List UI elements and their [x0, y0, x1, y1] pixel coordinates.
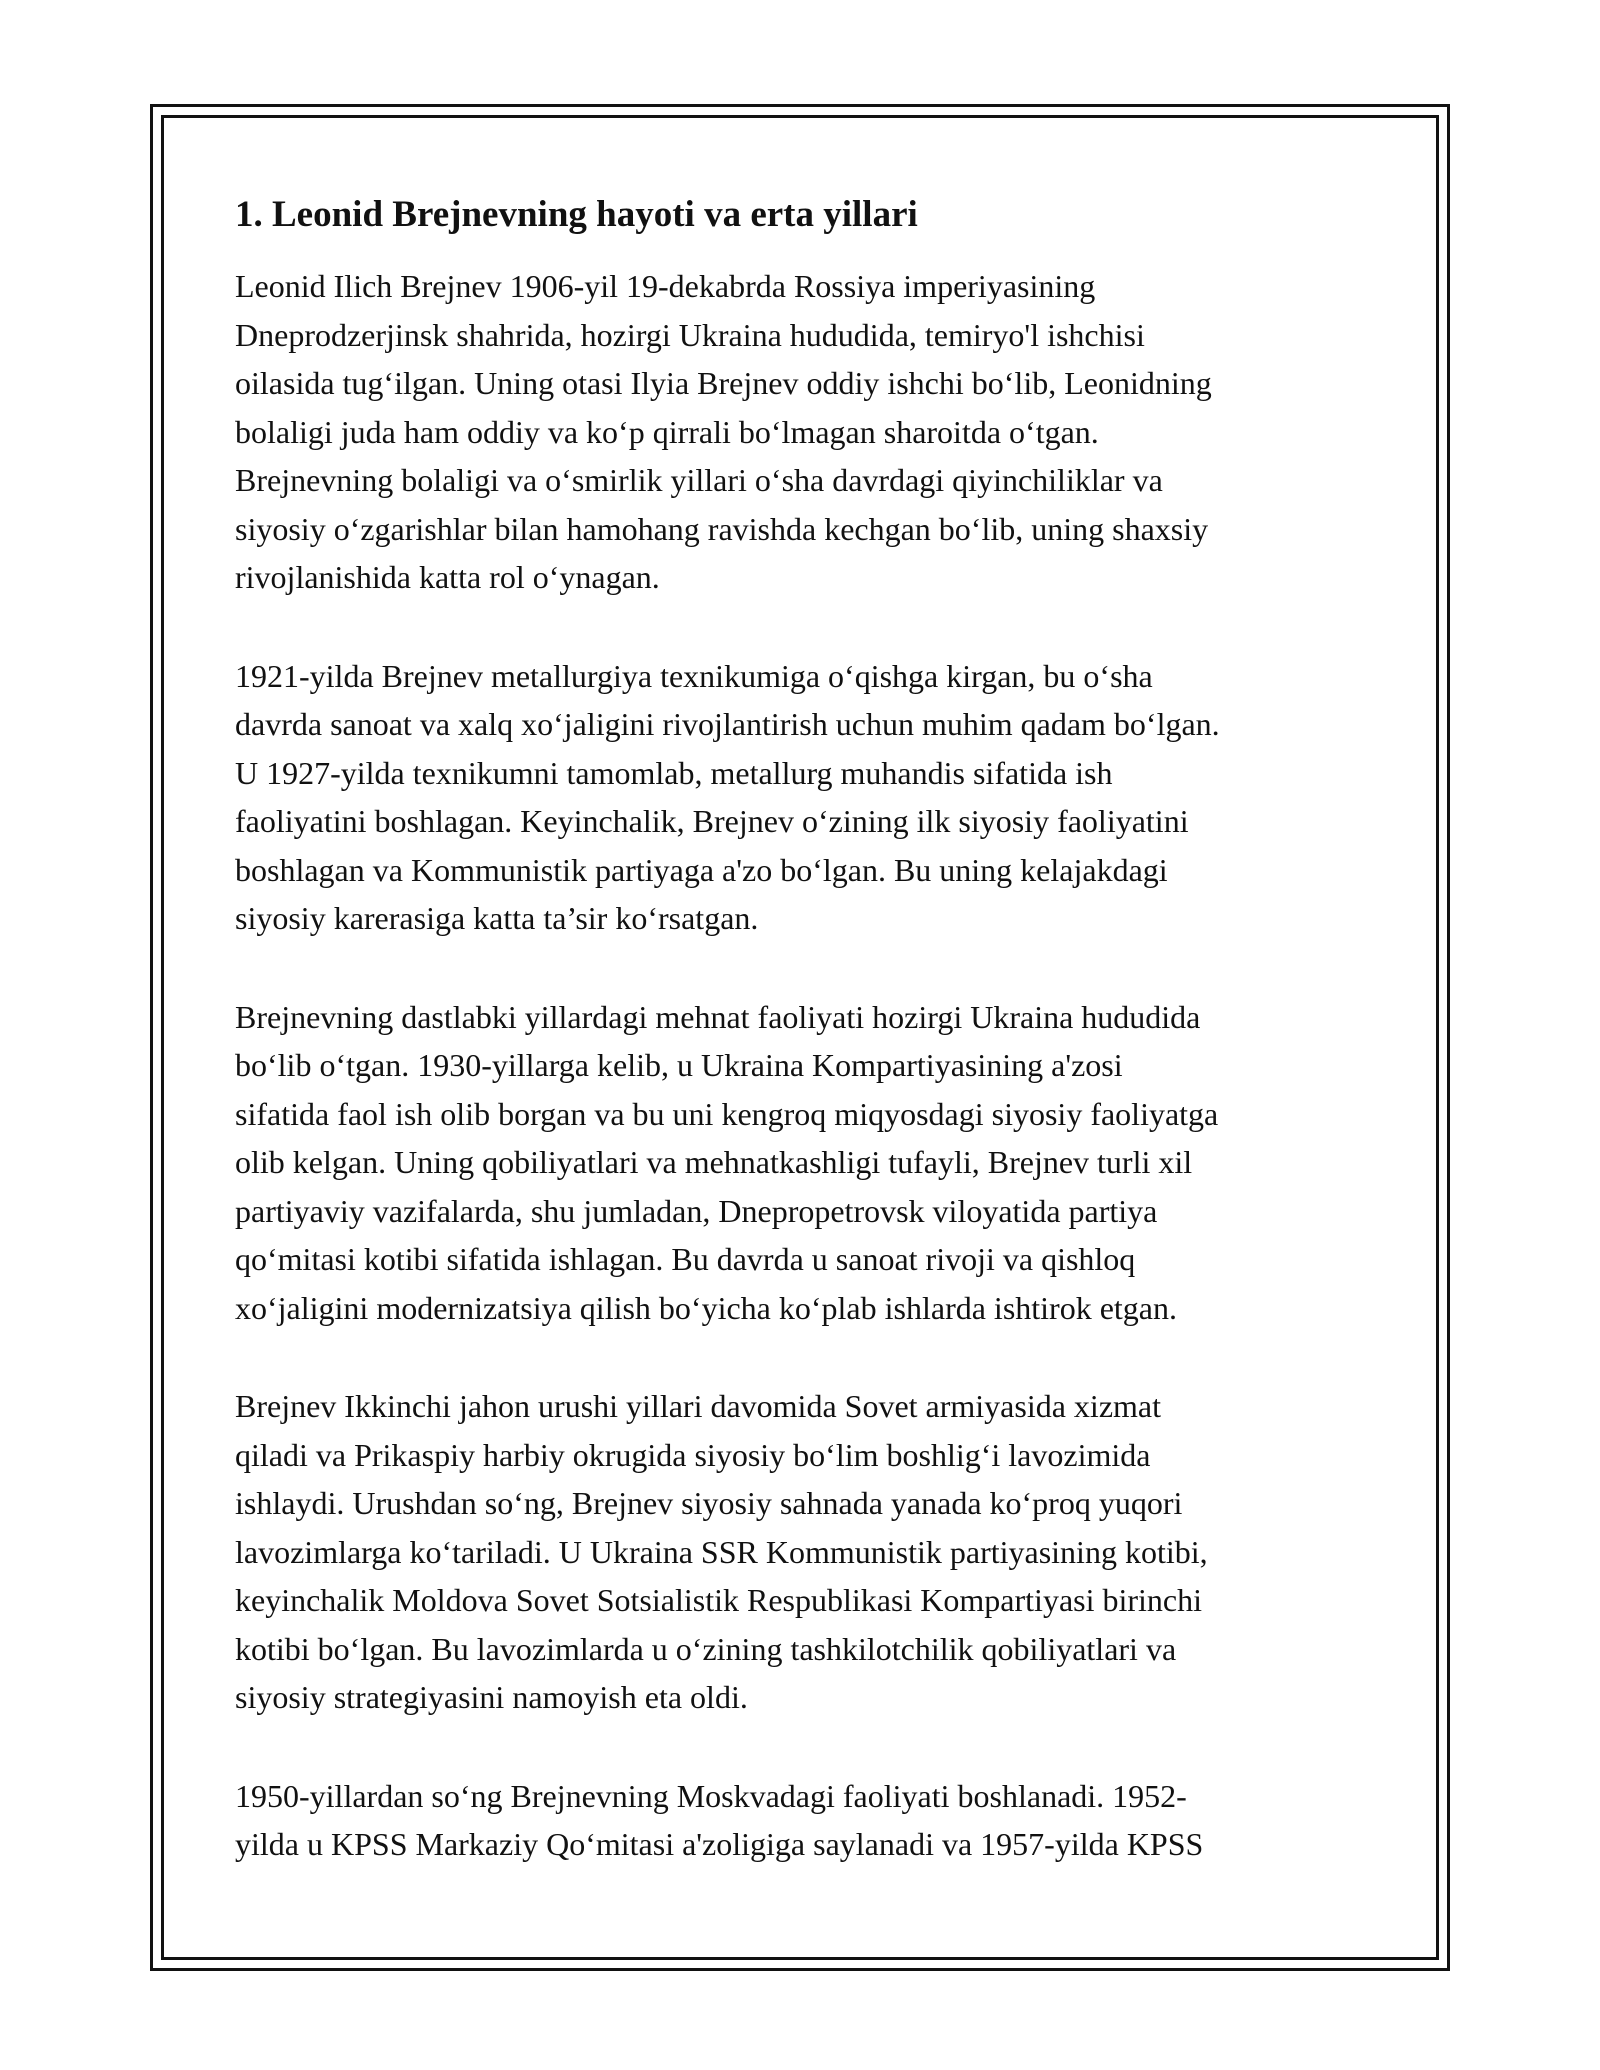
section-heading: 1. Leonid Brejnevning hayoti va erta yillari: [235, 194, 918, 235]
text-line: oilasida tug‘ilgan. Uning otasi Ilyia Brejnev oddiy ishchi bo‘lib, Leonidning: [235, 365, 1212, 401]
text-line: lavozimlarga ko‘tariladi. U Ukraina SSR Kommunistik partiyasining kotibi,: [235, 1533, 1208, 1570]
text-line: kotibi bo‘lgan. Bu lavozimlarda u o‘zining tashkilotchilik qobiliyatlari va: [235, 1630, 1177, 1667]
text-line: qiladi va Prikaspiy harbiy okrugida siyosiy bo‘lim boshlig‘i lavozimida: [235, 1436, 1151, 1473]
text-line: boshlagan va Kommunistik partiyaga a'zo bo‘lgan. Bu uning kelajakdagi: [235, 851, 1168, 888]
paragraph-moscow: [235, 1772, 1375, 1869]
text-line: ishlaydi. Urushdan so‘ng, Brejnev siyosiy sahnada yanada ko‘proq yuqori: [235, 1485, 1183, 1521]
text-line: Leonid Ilich Brejnev 1906-yil 19-dekabrda Rossiya imperiyasining: [235, 268, 1096, 304]
text-line: keyinchalik Moldova Sovet Sotsialistik Respublikasi Kompartiyasi birinchi: [235, 1582, 1203, 1618]
text-line: siyosiy karerasiga katta ta’sir ko‘rsatgan.: [235, 900, 759, 936]
text-line: olib kelgan. Uning qobiliyatlari va mehnatkashligi tufayli, Brejnev turli xil: [235, 1144, 1193, 1180]
paragraph-education: [235, 652, 1375, 943]
text-line: rivojlanishida katta rol o‘ynagan.: [235, 559, 660, 595]
text-line: qo‘mitasi kotibi sifatida ishlagan. Bu davrda u sanoat rivoji va qishloq: [235, 1241, 1136, 1277]
text-line: 1921-yilda Brejnev metallurgiya texnikumiga o‘qishga kirgan, bu o‘sha: [235, 657, 1153, 694]
text-line: siyosiy o‘zgarishlar bilan hamohang ravishda kechgan bo‘lib, uning shaxsiy: [235, 510, 1209, 547]
text-line: 1950-yillardan so‘ng Brejnevning Moskvadagi faoliyati boshlanadi. 1952-: [235, 1777, 1187, 1814]
text-line: Brejnevning bolaligi va o‘smirlik yillari o‘sha davrdagi qiyinchiliklar va: [235, 462, 1163, 498]
text-line: partiyaviy vazifalarda, shu jumladan, Dnepropetrovsk viloyatida partiya: [235, 1192, 1158, 1229]
paragraph-war-years: [235, 1382, 1375, 1722]
text-line: davrda sanoat va xalq xo‘jaligini rivojlantirish uchun muhim qadam bo‘lgan.: [235, 706, 1220, 742]
text-line: sifatida faol ish olib borgan va bu uni kengroq miqyosdagi siyosiy faoliyatga: [235, 1095, 1219, 1132]
paragraph-early-career: [235, 993, 1375, 1333]
text-line: bolaligi juda ham oddiy va ko‘p qirrali bo‘lmagan sharoitda o‘tgan.: [235, 413, 1099, 450]
text-line: Brejnev Ikkinchi jahon urushi yillari davomida Sovet armiyasida xizmat: [235, 1388, 1161, 1424]
text-line: bo‘lib o‘tgan. 1930-yillarga kelib, u Ukraina Kompartiyasining a'zosi: [235, 1047, 1123, 1083]
text-line: Dneprodzerjinsk shahrida, hozirgi Ukraina hududida, temiryo'l ishchisi: [235, 316, 1145, 353]
text-line: Brejnevning dastlabki yillardagi mehnat faoliyati hozirgi Ukraina hududida: [235, 998, 1201, 1035]
document-body: [235, 188, 1375, 1919]
text-line: U 1927-yilda texnikumni tamomlab, metallurg muhandis sifatida ish: [235, 754, 1113, 791]
text-line: yilda u KPSS Markaziy Qo‘mitasi a'zoligiga saylanadi va 1957-yilda KPSS: [235, 1826, 1204, 1862]
text-line: xo‘jaligini modernizatsiya qilish bo‘yicha ko‘plab ishlarda ishtirok etgan.: [235, 1289, 1177, 1326]
paragraph-early-life: [235, 262, 1375, 602]
text-line: siyosiy strategiyasini namoyish eta oldi.: [235, 1679, 748, 1715]
text-line: faoliyatini boshlagan. Keyinchalik, Brejnev o‘zining ilk siyosiy faoliyatini: [235, 803, 1189, 839]
